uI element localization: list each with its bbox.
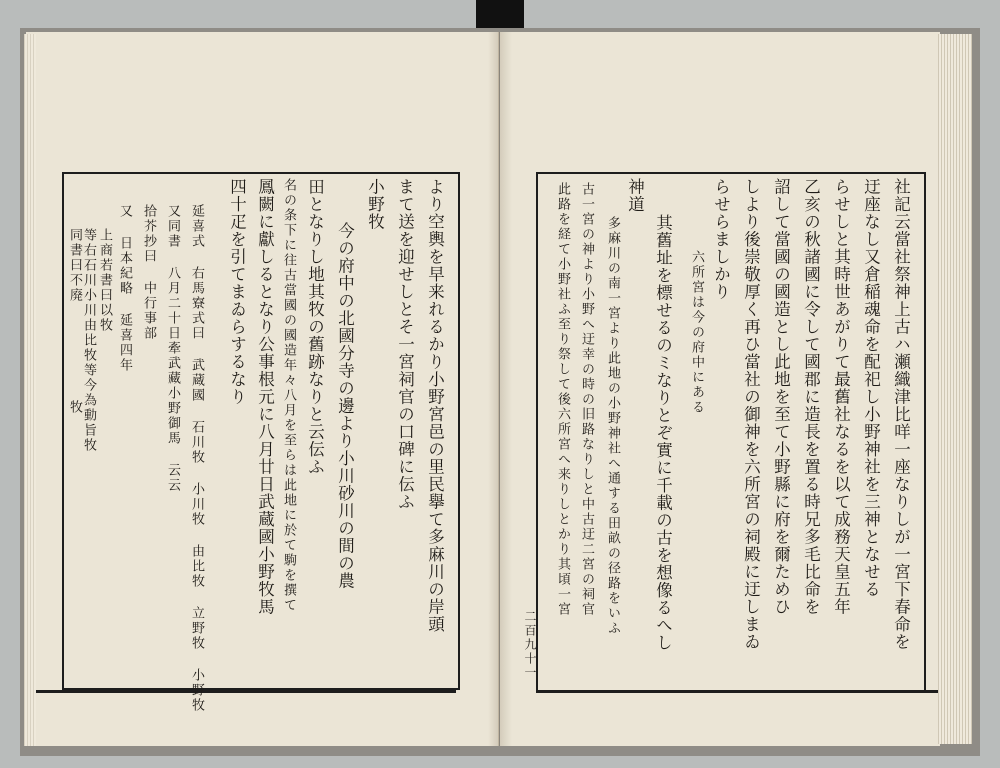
right-column-6: しより後崇敬厚く再ひ當社の御神を六所宮の祠殿に迂しまゐ <box>741 178 761 651</box>
left-column-6: 鳳闕に獻しるとなり公事根元に八月廿日武蔵國小野牧馬 <box>255 178 275 616</box>
right-column-3: らせしと其時世あがりて最舊社なるを以て成務天皇五年 <box>831 178 851 616</box>
left-page-edges <box>24 34 36 746</box>
left-column-2: まて送を迎せしとそ一宮祠官の口碑に伝ふ <box>395 178 415 511</box>
left-citation-2: 又同書 八月二十日牽武藏小野御馬 云云 <box>165 204 180 493</box>
right-page-edges <box>938 34 972 744</box>
right-column-8: 其舊址を標せるのミなりとぞ實に千載の古を想像るへし <box>653 214 673 652</box>
left-heading-ono-maki: 小野牧 <box>365 178 385 231</box>
right-column-9: 多麻川の南一宮より此地の小野神社へ通する田畝の径路をいふ <box>605 216 620 636</box>
left-column-1: より空輿を早来れるかり小野宮邑の里民擧て多麻川の岸頭 <box>425 178 445 633</box>
left-citation-4: 又 日本紀略 延喜四年 <box>117 204 132 373</box>
right-column-11: 此路を経て小野社ふ至り祭して後六所宮へ来りしとかり其頃一宮 <box>555 182 570 617</box>
right-column-2: 迂座なし又倉稲魂命を配祀し小野神社を三神となせる <box>861 178 881 598</box>
left-citation-3: 拾芥抄曰 中行事部 <box>141 204 156 341</box>
left-column-3: 今の府中の北國分寺の邊より小川砂川の間の農 <box>335 222 355 590</box>
left-citation-1: 延喜式 右馬寮式曰 武蔵國 石川牧 小川牧 由比牧 立野牧 小野牧 <box>189 204 204 713</box>
left-column-7: 四十疋を引てまゐらするなり <box>227 178 247 406</box>
right-column-7: らせらましかり <box>711 178 731 301</box>
left-citation-5: 上商若書曰以牧 <box>97 228 112 333</box>
book-gutter <box>488 32 512 746</box>
page-number: 二百九十一 <box>523 610 537 680</box>
book-spine <box>476 0 524 30</box>
left-column-5: 名の条下に往古當國の國造年々八月を至らは此地に於て駒を撰て <box>281 178 296 613</box>
right-column-4: 乙亥の秋諸國に令して國郡に造長を置る時兄多毛比命を <box>801 178 821 616</box>
right-column-1: 社記云當社祭神上古ハ瀬織津比咩一座なりしが一宮下春命を <box>891 178 911 651</box>
right-heading-shindo: 神道 <box>625 178 645 213</box>
left-citation-7: 同書曰不廃 <box>67 228 82 303</box>
right-column-10: 古一宮の神より小野へ迂幸の時の旧路なりしと中古迂二宮の祠官 <box>579 182 594 617</box>
right-annotation: 六所宮は今の府中にある <box>689 250 704 415</box>
right-bottom-rule <box>536 690 938 693</box>
left-bottom-rule <box>36 690 456 693</box>
left-citation-6: 等右石川小川由比牧等今為動旨牧 <box>81 228 96 453</box>
left-column-4: 田となりし地其牧の舊跡なりと云伝ふ <box>305 178 325 476</box>
left-citation-8: 牧 <box>67 400 82 415</box>
right-column-5: 詔して當國の國造とし此地を至て小野縣に府を爾ためひ <box>771 178 791 616</box>
